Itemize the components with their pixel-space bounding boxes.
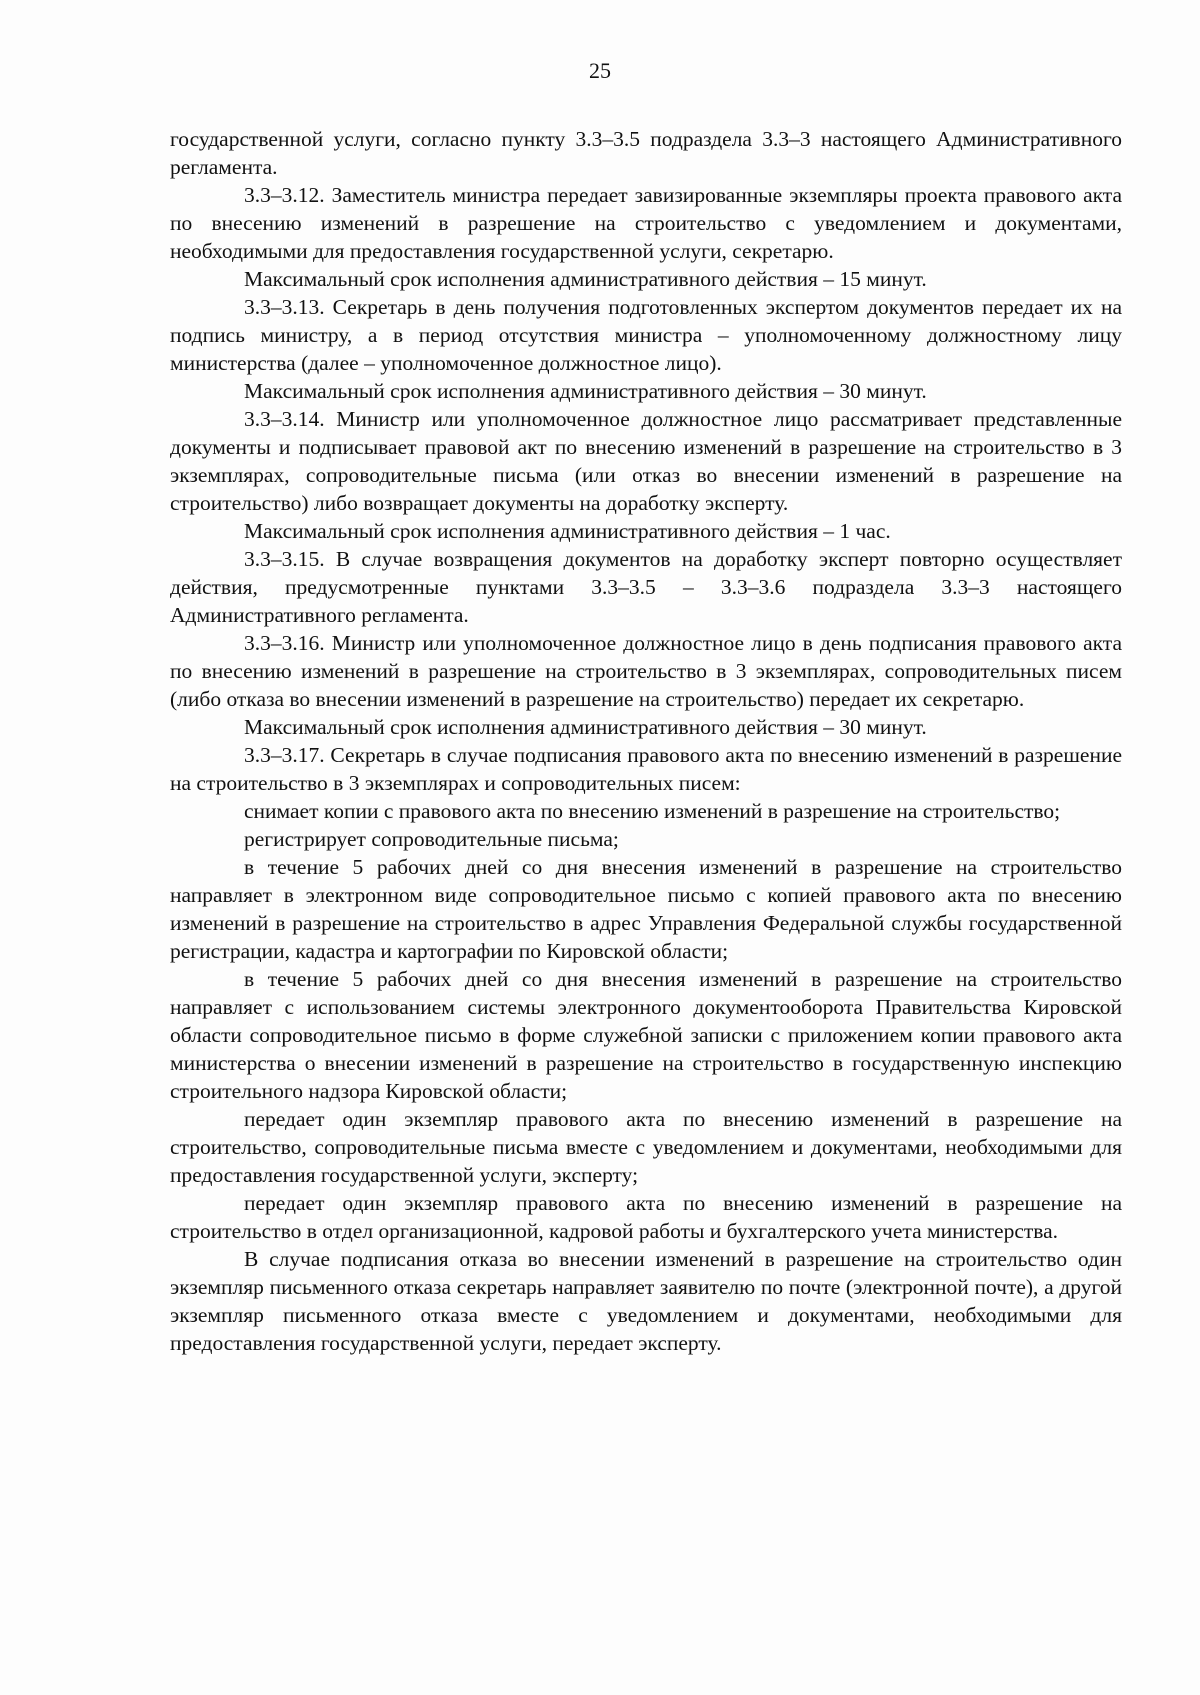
paragraph: Максимальный срок исполнения административного действия – 30 минут. [244, 379, 927, 403]
paragraph: В случае подписания отказа во внесении изменений в разрешение на строительство один экземпляр письменного отказа секретарь направляет заявителю по почте (электронной почте), а другой экземпляр письменного отказа вместе с уведомлением и документами, необходимыми для предоставления государственной услуги, передает эксперту. [170, 1247, 1122, 1355]
paragraph: снимает копии с правового акта по внесению изменений в разрешение на строительство; [244, 799, 1061, 823]
document-body [170, 125, 1122, 1357]
paragraph: Максимальный срок исполнения административного действия – 15 минут. [244, 267, 927, 291]
paragraph: передает один экземпляр правового акта по внесению изменений в разрешение на строительство в отдел организационной, кадровой работы и бухгалтерского учета министерства. [170, 1191, 1122, 1243]
paragraph: регистрирует сопроводительные письма; [244, 827, 619, 851]
paragraph: передает один экземпляр правового акта по внесению изменений в разрешение на строительство, сопроводительные письма вместе с уведомлением и документами, необходимыми для предоставления государственной услуги, эксперту; [170, 1107, 1122, 1187]
paragraph: государственной услуги, согласно пункту 3.3–3.5 подраздела 3.3–3 настоящего Административного регламента. [170, 127, 1122, 179]
paragraph: Максимальный срок исполнения административного действия – 30 минут. [244, 715, 927, 739]
paragraph: Максимальный срок исполнения административного действия – 1 час. [244, 519, 891, 543]
paragraph: 3.3–3.12. Заместитель министра передает завизированные экземпляры проекта правового акта по внесению изменений в разрешение на строительство с уведомлением и документами, необходимыми для предоставления государственной услуги, секретарю. [170, 183, 1122, 263]
paragraph: 3.3–3.15. В случае возвращения документов на доработку эксперт повторно осуществляет действия, предусмотренные пунктами 3.3–3.5 – 3.3–3.6 подраздела 3.3–3 настоящего Административного регламента. [170, 547, 1122, 627]
page-number: 25 [589, 58, 611, 83]
paragraph: 3.3–3.16. Министр или уполномоченное должностное лицо в день подписания правового акта по внесению изменений в разрешение на строительство в 3 экземплярах, сопроводительных писем (либо отказа во внесении изменений в разрешение на строительство) передает их секретарю. [170, 631, 1122, 711]
paragraph: 3.3–3.13. Секретарь в день получения подготовленных экспертом документов передает их на подпись министру, а в период отсутствия министра – уполномоченному должностному лицу министерства (далее – уполномоченное должностное лицо). [170, 295, 1122, 375]
paragraph: 3.3–3.17. Секретарь в случае подписания правового акта по внесению изменений в разрешение на строительство в 3 экземплярах и сопроводительных писем: [170, 743, 1122, 795]
paragraph: в течение 5 рабочих дней со дня внесения изменений в разрешение на строительство направляет в электронном виде сопроводительное письмо с копией правового акта по внесению изменений в разрешение на строительство в адрес Управления Федеральной службы государственной регистрации, кадастра и картографии по Кировской области; [170, 855, 1122, 963]
paragraph: в течение 5 рабочих дней со дня внесения изменений в разрешение на строительство направляет с использованием системы электронного документооборота Правительства Кировской области сопроводительное письмо в форме служебной записки с приложением копии правового акта министерства о внесении изменений в разрешение на строительство в государственную инспекцию строительного надзора Кировской области; [170, 967, 1122, 1103]
paragraph: 3.3–3.14. Министр или уполномоченное должностное лицо рассматривает представленные документы и подписывает правовой акт по внесению изменений в разрешение на строительство в 3 экземплярах, сопроводительные письма (или отказ во внесении изменений в разрешение на строительство) либо возвращает документы на доработку эксперту. [170, 407, 1122, 515]
